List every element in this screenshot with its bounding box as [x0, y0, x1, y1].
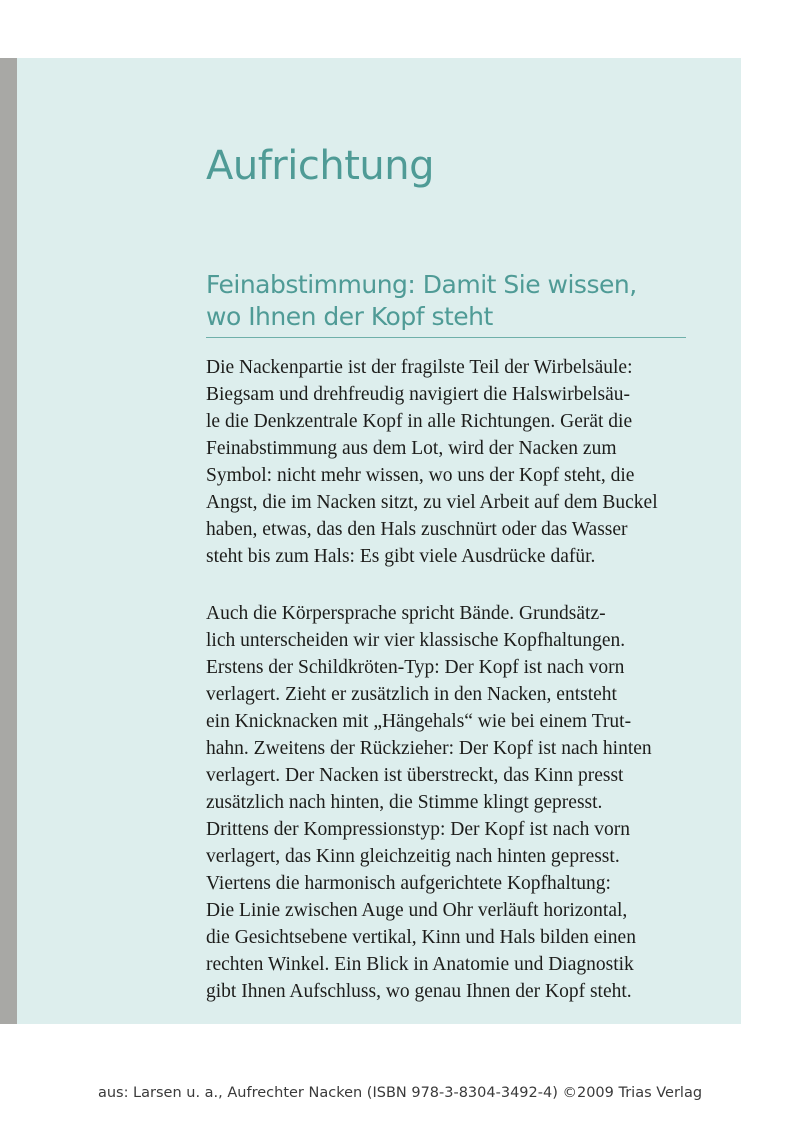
text-line: Drittens der Kompressionstyp: Der Kopf ist nach vorn — [206, 819, 631, 840]
text-line: Angst, die im Nacken sitzt, zu viel Arbeit auf dem Buckel — [206, 492, 658, 513]
text-line: Symbol: nicht mehr wissen, wo uns der Kopf steht, die — [206, 465, 635, 486]
text-line: Auch die Körpersprache spricht Bände. Grundsätz- — [206, 603, 606, 624]
section-heading — [206, 269, 686, 338]
text-line: verlagert. Zieht er zusätzlich in den Nacken, entsteht — [206, 684, 617, 705]
chapter-title: Aufrichtung — [206, 143, 434, 189]
text-line: Erstens der Schildkröten-Typ: Der Kopf ist nach vorn — [206, 657, 625, 678]
text-line: steht bis zum Hals: Es gibt viele Ausdrücke dafür. — [206, 546, 596, 567]
section-heading-line: wo Ihnen der Kopf steht — [206, 302, 493, 331]
source-credit: aus: Larsen u. a., Aufrechter Nacken (ISBN 978-3-8304-3492-4) ©2009 Trias Verlag — [97, 1085, 703, 1101]
section-heading-line: Feinabstimmung: Damit Sie wissen, — [206, 270, 637, 299]
text-line: zusätzlich nach hinten, die Stimme klingt gepresst. — [206, 792, 603, 813]
text-line: Viertens die harmonisch aufgerichtete Kopfhaltung: — [206, 873, 611, 894]
text-line: Biegsam und drehfreudig navigiert die Halswirbelsäu- — [206, 384, 631, 405]
text-line: haben, etwas, das den Hals zuschnürt oder das Wasser — [206, 519, 628, 540]
text-line: lich unterscheiden wir vier klassische Kopfhaltungen. — [206, 630, 626, 651]
text-line: ein Knicknacken mit „Hängehals“ wie bei einem Trut- — [206, 711, 632, 732]
text-line: verlagert, das Kinn gleichzeitig nach hinten gepresst. — [206, 846, 620, 867]
text-line: Feinabstimmung aus dem Lot, wird der Nacken zum — [206, 438, 617, 459]
text-line: hahn. Zweitens der Rückzieher: Der Kopf ist nach hinten — [206, 738, 652, 759]
text-line: gibt Ihnen Aufschluss, wo genau Ihnen der Kopf steht. — [206, 981, 632, 1002]
text-line: verlagert. Der Nacken ist überstreckt, das Kinn presst — [206, 765, 624, 786]
text-line: le die Denkzentrale Kopf in alle Richtungen. Gerät die — [206, 411, 633, 432]
body-paragraph — [206, 354, 658, 570]
book-spine-edge — [0, 58, 17, 1024]
body-paragraph — [206, 600, 652, 1005]
text-line: rechten Winkel. Ein Blick in Anatomie und Diagnostik — [206, 954, 634, 975]
text-line: Die Nackenpartie ist der fragilste Teil der Wirbelsäule: — [206, 357, 633, 378]
text-line: Die Linie zwischen Auge und Ohr verläuft horizontal, — [206, 900, 628, 921]
text-line: die Gesichtsebene vertikal, Kinn und Hals bilden einen — [206, 927, 636, 948]
